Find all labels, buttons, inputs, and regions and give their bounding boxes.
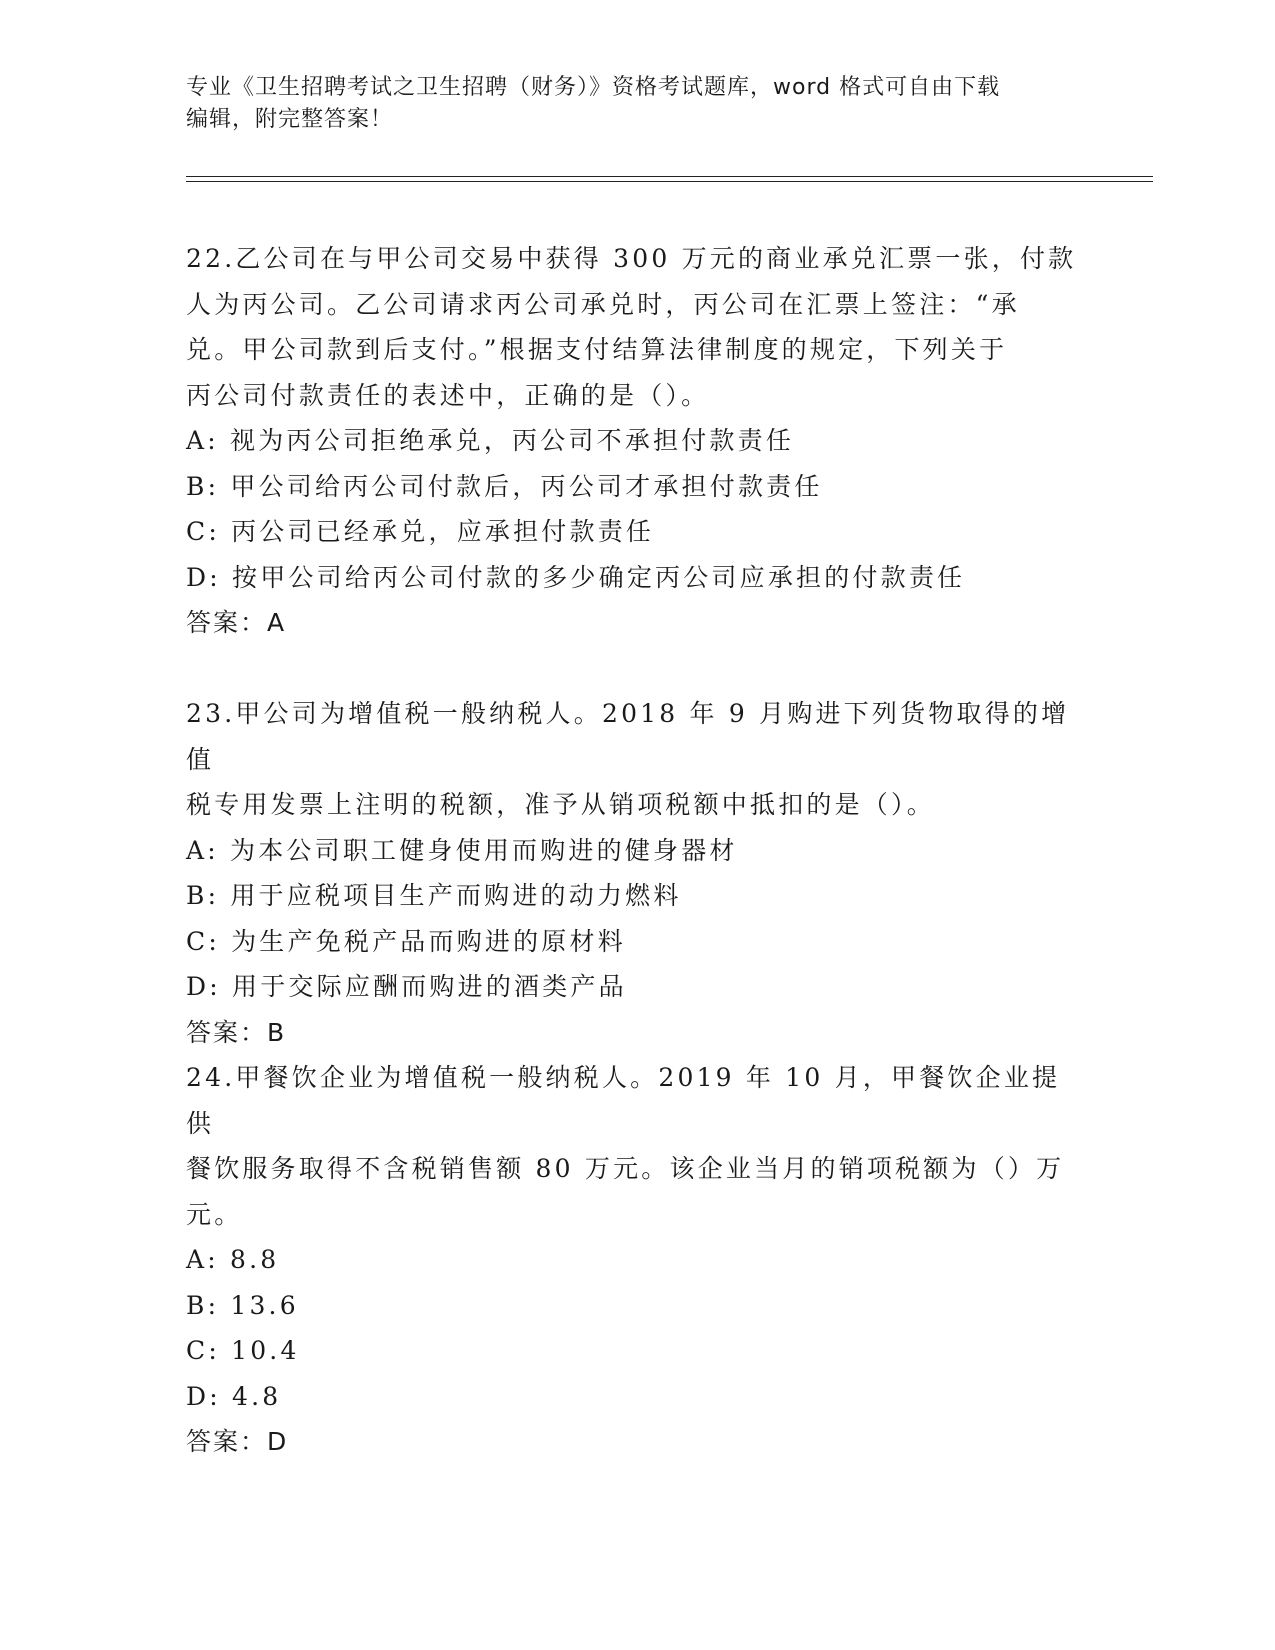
- option-d: D: 用于交际应酬而购进的酒类产品: [186, 972, 627, 1001]
- header-line-2: 编辑，附完整答案！: [186, 107, 394, 132]
- option-c: C: 为生产免税产品而购进的原材料: [186, 926, 626, 956]
- question-stem-line: 24.甲餐饮企业为增值税一般纳税人。2019 年 10 月，甲餐饮企业提供: [186, 1063, 1061, 1138]
- option-a: A: 8.8: [186, 1245, 280, 1274]
- question-stem-line: 丙公司付款责任的表述中，正确的是（）。: [186, 380, 710, 410]
- question-stem-line: 税专用发票上注明的税额，准予从销项税额中抵扣的是（）。: [186, 790, 935, 819]
- answer-label: 答案：D: [186, 1427, 289, 1456]
- option-a: A: 为本公司职工健身使用而购进的健身器材: [186, 835, 738, 865]
- option-b: B: 13.6: [186, 1290, 299, 1320]
- option-c: C: 丙公司已经承兑，应承担付款责任: [186, 517, 655, 546]
- header-divider-top: [186, 176, 1153, 177]
- question-22: [186, 236, 1086, 646]
- option-d: D: 按甲公司给丙公司付款的多少确定丙公司应承担的付款责任: [186, 562, 966, 592]
- option-b: B: 甲公司给丙公司付款后，丙公司才承担付款责任: [186, 471, 823, 501]
- question-stem-line: 元。: [186, 1199, 243, 1229]
- question-stem-line: 人为丙公司。乙公司请求丙公司承兑时，丙公司在汇票上签注：“承: [186, 289, 1020, 319]
- answer-label: 答案：A: [186, 608, 287, 637]
- header-line-1: 专业《卫生招聘考试之卫生招聘（财务）》资格考试题库，word 格式可自由下载: [186, 75, 1001, 100]
- option-c: C: 10.4: [186, 1336, 300, 1365]
- question-23: [186, 691, 1086, 1055]
- option-d: D: 4.8: [186, 1381, 282, 1411]
- option-a: A: 视为丙公司拒绝承兑，丙公司不承担付款责任: [186, 426, 795, 455]
- question-24: [186, 1055, 1086, 1465]
- document-header: [186, 72, 1086, 136]
- question-stem-line: 23.甲公司为增值税一般纳税人。2018 年 9 月购进下列货物取得的增值: [186, 699, 1070, 774]
- question-stem-line: 餐饮服务取得不含税销售额 80 万元。该企业当月的销项税额为（）万: [186, 1154, 1065, 1183]
- question-stem-line: 兑。甲公司款到后支付。”根据支付结算法律制度的规定，下列关于: [186, 335, 1008, 364]
- header-divider-bottom: [186, 181, 1153, 182]
- answer-label: 答案：B: [186, 1017, 287, 1047]
- question-stem-line: 22.乙公司在与甲公司交易中获得 300 万元的商业承兑汇票一张，付款: [186, 244, 1077, 273]
- option-b: B: 用于应税项目生产而购进的动力燃料: [186, 881, 682, 910]
